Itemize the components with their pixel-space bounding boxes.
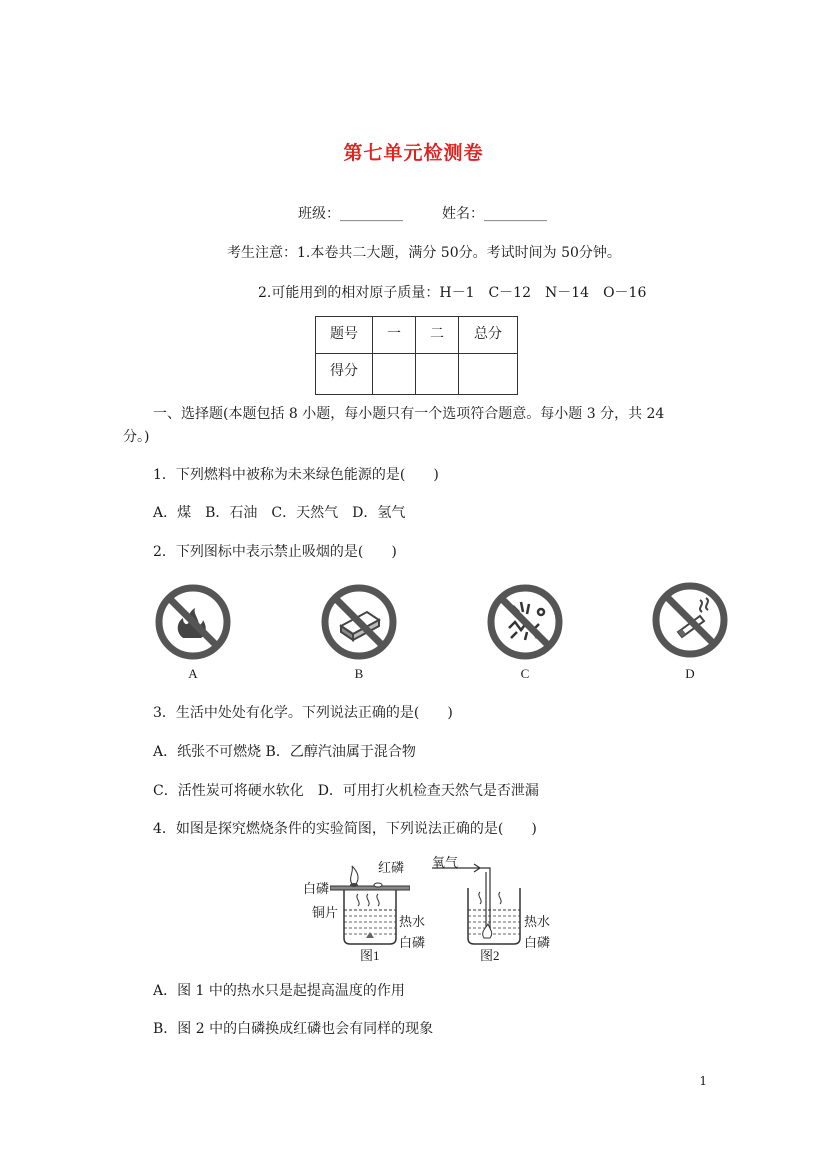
score-row-label: 得分 [316,354,373,395]
sign-label: D [685,666,695,681]
no-fire-icon [153,582,233,662]
score-header-cell: 总分 [459,317,518,354]
fig2-caption: 图2 [480,948,500,963]
name-field: 姓名：_________ [442,206,547,222]
fig2-white-phosphorus-label: 白磷 [524,935,551,950]
fig1-white-phosphorus-top-label: 白磷 [303,881,330,896]
q3-options-cd: C．活性炭可将硬水软化 D．可用打火机检查天然气是否泄漏 [153,783,539,799]
q2-stem: 2．下列图标中表示禁止吸烟的是( ) [153,544,397,560]
section-1-heading-cont: 分。) [123,429,150,445]
score-header-cell: 一 [373,317,416,354]
score-cell[interactable] [416,354,459,395]
q4-stem: 4．如图是探究燃烧条件的实验简图，下列说法正确的是( ) [153,821,537,837]
q3-options-ab: A．纸张不可燃烧 B．乙醇汽油属于混合物 [153,744,416,760]
sign-label: A [188,666,198,681]
fig2-hot-water-label: 热水 [524,914,551,929]
fig1-red-phosphorus-label: 红磷 [378,860,405,875]
fig1-caption: 图1 [360,948,380,963]
sign-label: C [520,666,530,681]
fig2-oxygen-label: 氧气 [432,855,459,870]
q4-option-b: B．图 2 中的白磷换成红磷也会有同样的现象 [153,1021,434,1037]
q1-options: A．煤 B．石油 C．天然气 D．氢气 [153,505,406,521]
score-header-cell: 题号 [316,317,373,354]
class-field: 班级：_________ [298,206,403,222]
score-table [315,316,518,395]
score-cell[interactable] [459,354,518,395]
q4-option-a: A．图 1 中的热水只是起提高温度的作用 [153,983,405,999]
fig1-hot-water-label: 热水 [399,914,426,929]
score-cell[interactable] [373,354,416,395]
page-title: 第七单元检测卷 [343,142,484,164]
sign-label: B [354,666,364,681]
no-smoking-icon [650,580,730,660]
q1-stem: 1．下列燃料中被称为未来绿色能源的是( ) [153,467,439,483]
q3-stem: 3．生活中处处有化学。下列说法正确的是( ) [153,705,453,721]
score-header-cell: 二 [416,317,459,354]
fig1-white-phosphorus-bottom-label: 白磷 [399,935,426,950]
page-number: 1 [699,1074,707,1088]
no-fireworks-icon [485,582,565,662]
no-matches-icon [319,582,399,662]
notice-line-1: 考生注意：1.本卷共二大题，满分 50分。考试时间为 50分钟。 [227,245,621,261]
fig1-copper-label: 铜片 [312,905,339,920]
section-1-heading: 一、选择题(本题包括 8 小题，每小题只有一个选项符合题意。每小题 3 分，共 24 [153,406,665,422]
notice-line-2: 2.可能用到的相对原子质量：H－1 C－12 N－14 O－16 [258,285,647,301]
